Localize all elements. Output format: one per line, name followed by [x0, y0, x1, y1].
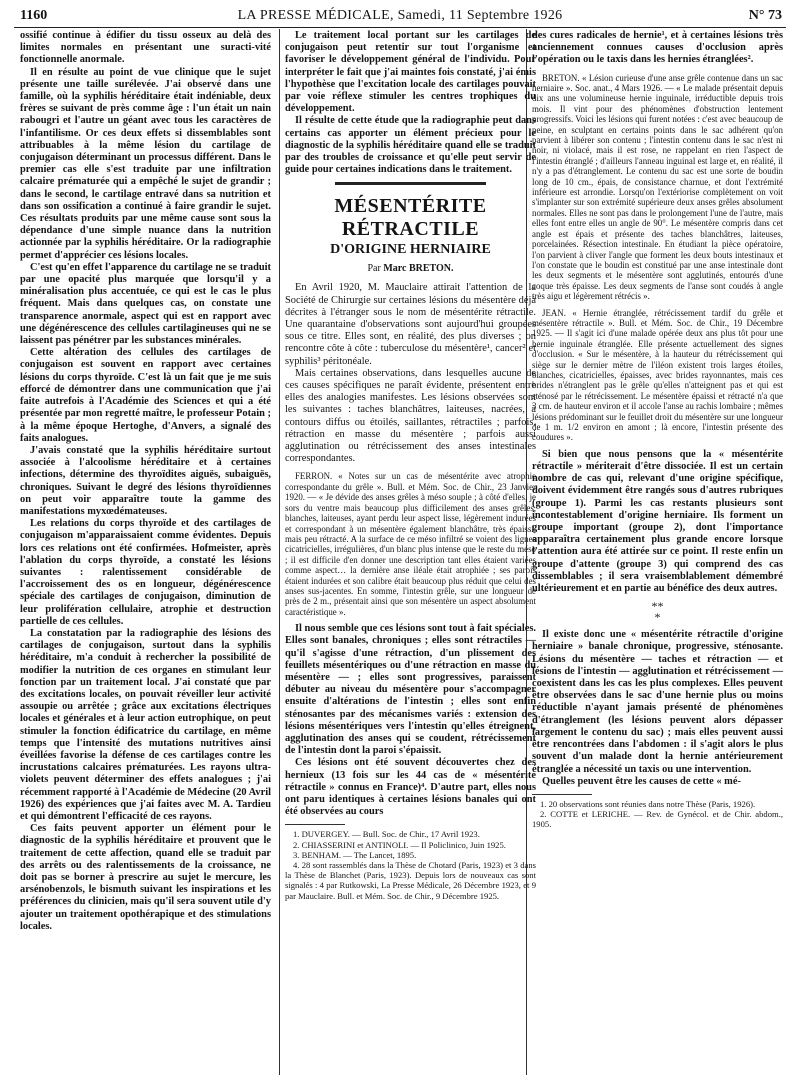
paragraph: Il existe donc une « mésentérite rétractile d'origine herniaire » banale chronique, progressive, sténosante. Lésions du mésentère — taches et rétraction — et lésions de l'intestin — agglutination et rétrécissement — coexistent dans les cas les plus complexes. Elles peuvent être observées dans le sac d'une hernie plus ou moins réductible n'ayant jamais présenté de phénomènes d'étranglement (les lésions peuvent alors dépasser largement le contenu du sac) ; mais elles peuvent aussi être rencontrées dans l'abdomen : il s'agit alors le plus souvent d'un malade dont la hernie antérieurement étranglée a nécessité un taxis ou une intervention.	[532, 629, 783, 775]
paragraph: Ces lésions ont été souvent découvertes chez des hernieux (13 fois sur les 44 cas de « mésentérite rétractile » connus en France)⁴. D'autre part, elles nous ont paru identiques à certaines lésions banales qui ont été observées au cours	[285, 757, 536, 818]
paragraph: Quelles peuvent être les causes de cette « mé-	[542, 775, 741, 787]
footnote: 1. 20 observations sont réunies dans notre Thèse (Paris, 1926).	[540, 798, 756, 809]
footnote: 3. BENHAM. — The Lancet, 1895.	[293, 849, 417, 860]
paragraph: Si bien que nous pensons que la « mésentérite rétractile » mériterait d'être dissociée. Il est un certain nombre de cas qui, relevant d'une origine spécifique, doivent évidemment être rangés sous d'autres rubriques (groupe 1). Parmi les cas restants plusieurs sont incontestablement d'origine herniaire. Ils forment un groupe important (groupe 2), dont l'importance apparaîtra certainement plus grande encore lorsque l'attention aura été attirée sur ce point. Il reste enfin un groupe d'attente (groupe 3) qui comprend des cas dissemblables ; il sera vraisemblablement démembré ultérieurement et en partie au bénéfice des deux autres.	[532, 448, 783, 595]
footnote: 2. COTTE et LERICHE. — Rev. de Gynécol. et de Chir. abdom., 1905.	[532, 809, 783, 830]
paragraph: Le traitement local portant sur les cartilages de conjugaison peut retentir sur tout l'organisme et favoriser le développement général de l'individu. Pour interpréter le fait que j'ai maintes fois constaté, j'ai émis l'hypothèse que l'excitation locale des cartilages pouvait par voie réflexe stimuler les centres trophiques du développement.	[285, 30, 536, 115]
column-2	[285, 30, 536, 901]
running-header	[14, 6, 786, 28]
footnote: 4. 28 sont rassemblés dans la Thèse de Chotard (Paris, 1923) et 3 dans la Thèse de Blanchet (Paris, 1923). Depuis lors de nouveaux cas sont signalés : 4 par Rutkowski, La Presse Médicale, 26 Décembre 1923, et 9 par Mauclaire. Bull. et Mém. Soc. de Chir., 9 Décembre 1925.	[285, 860, 536, 901]
clinical-quote: FERRON. « Notes sur un cas de mésentérite avec atrophie correspondante du grêle ». Bull. et Mém. Soc. de Chir., 23 Janvier 1920. — « Je dévide des anses grêles à méso souple ; à côté d'elles, je sors du ventre mais beaucoup plus difficilement des anses grêles, blanches, laiteuses, ayant perdu leur aspect lisse, légèrement indurées et correspondant à un mésentère également blanchâtre, très épaissi, mais peu rétracté. A la surface de ce méso infiltré se voient des lignes cicatricielles, irrégulières, d'un blanc plus intense que le reste du méso ; il est difficile d'en donner une description tant elles étaient variées comme aspect… la dernière anse iléale était atrophiée ; ses parois étaient indurées et son calibre était beaucoup plus réduit que celui des anses sus-jacentes. En somme, l'intestin grêle, sur une longueur de près de 2 m., présentait ainsi que son mésentère un aspect absolument caractéristique ».	[285, 471, 536, 617]
paragraph: Ces faits peuvent apporter un élément pour le diagnostic de la syphilis héréditaire et prouvent que le traitement de cette affection, quand elle se traduit par des arrêts ou des ralentissements de la croissance, ne doit pas se borner à prescrire au sujet le mercure, les arsénobenzols, le bismuth suivant les inspirations et les préférences du clinicien, mais qu'il sera souvent utile d'y ajouter un traitement opothérapique et des stimulations locales.	[20, 823, 271, 932]
paragraph: Il nous semble que ces lésions sont tout à fait spéciales. Elles sont banales, chroniques ; elles sont rétractiles — qu'il s'agisse d'une rétraction, d'un plissement des feuillets mésentériques ou d'une rétraction en masse du mésentère — ; elles sont progressives, paraissent débuter au niveau du mésentère pour s'accompagner ensuite d'altérations de l'intestin ; elles sont enfin sténosantes par des mécanismes variés : extension des lésions mésentériques vers l'intestin qu'elles étreignent, agglutination des anses qui se coudent, rétrécissement de l'intestin dont la paroi s'épaissit.	[285, 623, 537, 757]
article-subtitle: D'ORIGINE HERNIAIRE	[330, 242, 491, 258]
asterism: ** *	[651, 599, 664, 625]
footnote: 2. CHIASSERINI et ANTINOLI. — Il Policlinico, Juin 1925.	[293, 839, 506, 850]
footnote-rule	[285, 824, 345, 825]
footnote-rule	[532, 794, 592, 795]
paragraph: Mais certaines observations, dans lesquelles aucune de ces causes spécifiques ne paraît évidente, présentent entre elles des analogies manifestes. Les lésions observées sont les suivantes : taches blanchâtres, laiteuses, nacrées, à contours diffus ou étoilés, saillantes, rétractiles ; parfois, rétraction en masse du mésentère ; parfois aussi agglutination ou rétrécissement des anses intestinales correspondantes.	[285, 367, 536, 465]
issue-number: N° 73	[748, 8, 782, 23]
column-3	[532, 30, 783, 830]
paragraph: Il résulte de cette étude que la radiographie peut dans certains cas apporter un élément précieux pour le diagnostic de la syphilis héréditaire quand elle se traduit par des troubles de croissance et qu'elle peut servir de guide pour certaines indications dans le traitement.	[285, 115, 536, 176]
article-title: MÉSENTÉRITE RÉTRACTILE	[334, 195, 487, 241]
paragraph: Les relations du corps thyroïde et des cartilages de conjugaison m'apparaissaient comme évidentes. Depuis lors ces relations ont été confirmées. Hofmeister, après l'ablation du corps thyroïde, a constaté les lésions suivantes : ralentissement considérable de l'accroissement des os en longueur, dégénérescence spéciale des cartilages de conjugaison, diminution de leur prolifération cellulaire, atrophie et destruction partielle de ces cellules.	[20, 518, 271, 627]
article-separator	[335, 182, 486, 185]
column-1	[20, 30, 271, 933]
author-name: Marc BRETON.	[383, 263, 454, 275]
paragraph: C'est qu'en effet l'apparence du cartilage ne se traduit par une opacité plus marquée que lorsqu'il y a minéralisation plus accentuée, ce qui est le cas le plus fréquent. Mais dans quelques cas, on constate une transparence anormale, aspect qui est en rapport avec une dégénérescence des cellules cartilagineuses qui ne se laissent pas pénétrer par les substances minérales.	[20, 261, 271, 347]
clinical-quote: BRETON. « Lésion curieuse d'une anse grêle contenue dans un sac herniaire ». Soc. anat., 4 Mars 1926. — « Le malade présentait depuis dix ans une volumineuse hernie inguinale, irréductible depuis trois mois. Il vint pour des phénomènes d'obstruction lentement progressifs. Voici les lésions qui furent notées : c'est avec beaucoup de peine, en sculptant en certains points dans le sac adhérent qu'on parvient à libérer son contenu ; l'intestin contenu dans le sac n'est ni noir, ni violacé, mais il est rose, ne rappelant en rien l'aspect de l'intestin étranglé ; d'ailleurs l'anneau inguinal est large et, en réalité, il n'y a pas d'étranglement. Le contenu du sac est une sorte de boudin long de 10 cm., épais, de consistance charnue, et dont l'extrémité inférieure est arrondie. Lorsqu'on l'extériorise complètement on voit s'implanter sur son extrémité supérieure deux anses grêles absolument normales. Elles ne sont pas dans le prolongement l'une de l'autre, mais elles font entre elles un angle de 90°. Le mésentère compris dans cet angle est épais et présente des taches blanchâtres, laiteuses, porcelainées. Résection intestinale. En étudiant la pièce opératoire, l'on parvient à cliver l'angle que forment les deux bouts intestinaux et l'on constate que le boudin est constitué par une anse intestinale dont les deux segments et le mésentère sont agglutinés, entourés d'une coque très épaisse. Les deux segments de l'anse sont coudés à angle très aigu et légèrement rétrécis ».	[532, 72, 783, 302]
byline-prefix: Par	[367, 263, 381, 275]
column-divider	[279, 29, 280, 1075]
header-rule	[14, 27, 786, 28]
paragraph: Cette altération des cellules des cartilages de conjugaison est souvent en rapport avec certaines lésions du corps thyroïde. C'est là un fait que je me suis efforcé de démontrer dans une communication que j'ai faite autrefois à l'Académie des Sciences et qui a été présentée par mon regretté maître, le professeur Potain ; à la même époque Hertoghe, d'Anvers, a signalé des faits analogues.	[20, 347, 271, 444]
paragraph: ossifié continue à édifier du tissu osseux au delà des limites normales en présentant une suracti-vité fonctionnelle anormale.	[20, 30, 271, 66]
byline	[285, 263, 536, 274]
paragraph: J'avais constaté que la syphilis héréditaire surtout associée à l'alcoolisme héréditaire et à certaines infections, détermine des thyroïdites aiguës, subaiguës, chroniques. Suivant le degré des lésions thyroïdiennes on peut voir apparaître toute la gamme des manifestations myxœdémateuses.	[20, 444, 271, 517]
paragraph: La constatation par la radiographie des lésions des cartilages de conjugaison, surtout dans la syphilis héréditaire, m'a conduit à rechercher la possibilité de modifier la nutrition de ces organes en stimulant leur fonction par un traitement local. J'ai constaté que par des excitations locales, on pouvait réveiller leur activité assoupie ou arrêtée ; grâce aux excitations électriques locales et générales et à leur action eutrophique, on peut stimuler la fonction édificatrice du cartilage, en même temps que l'intensité des mutations nutritives ainsi éveillées favorise la défense de ces cartilages contre les incrustations calcaires prématurées. Les rayons ultra-violets peuvent déterminer des effets analogues ; j'ai récemment rapporté à l'Académie de Médecine (20 Avril 1926) des expériences que j'ai faites avec M. A. Tardieu et qui démontrent l'efficacité de ces rayons.	[20, 627, 271, 822]
paragraph: En Avril 1920, M. Mauclaire attirait l'attention de la Société de Chirurgie sur certaines lésions du mésentère déjà décrites à l'étranger sous le nom de mésentérite rétractile. Une quarantaine d'observations sont aujourd'hui groupées sous ce titre. Elles sont, en réalité, des plus diverses ; on rencontre côte à côte : tuberculose du mésentère¹, cancer² et syphilis³ péritonéale.	[285, 282, 536, 367]
footnote: 1. DUVERGEY. — Bull. Soc. de Chir., 17 Avril 1923.	[293, 829, 480, 840]
journal-title: LA PRESSE MÉDICALE, Samedi, 11 Septembre 1926	[237, 8, 563, 23]
clinical-quote: JEAN. « Hernie étranglée, rétrécissement tardif du grêle et mésentère rétractile ». Bull. et Mém. Soc. de Chir., 19 Décembre 1925. — Il s'agit ici d'une malade opérée deux ans plus tôt pour une hernie inguinale étranglée. Elle présente actuellement des signes d'occlusion. « Sur le mésentère, à la hauteur du rétrécissement qui siège sur le dernier mètre de l'iléon existent trois larges étoiles, blanches, cicatricielles, épaisses, avec brides rayonnantes, mais ces brides n'étranglent pas le grêle qu'elles n'atteignent pas et qui est sténosé par le rétrécissement. Le mésentère épaissi et rétracté n'a que 3 cm. de hauteur environ et il accole l'anse au rachis lombaire ; mêmes lésions prédominant sur le feuillet droit du mésentère sur une longueur de 1 m. 1/2 environ en amont ; là encore, l'intestin présente des coudures ».	[532, 307, 783, 443]
page-number: 1160	[20, 8, 48, 23]
paragraph: des cures radicales de hernie¹, et à certaines lésions très anciennement connues causes d'occlusion après l'opération ou le taxis dans les hernies étranglées².	[532, 30, 783, 66]
paragraph: Il en résulte au point de vue clinique que le sujet présente une taille surélevée. J'ai observé dans une famille, où la syphilis héréditaire était indéniable, deux frères se suivant de près comme âge : l'un était un nain rabougri et l'autre un géant avec tous les caractères de l'infantilisme. Or ces deux effets si dissemblables sont attribuables à la même lésion du cartilage de conjugaison déterminant un processus différent. Dans le premier cas elle s'est traduite par une infiltration calcaire prématurée qui a empêché le sujet de grandir ; dans le second, le cartilage entravé dans sa nutrition et dans son ossification a continué à faire grandir le sujet. Ces résultats produits par une même cause sont sous la dépendance d'une simple nuance dans la nutrition actionnée par la syphilis héréditaire. Or la radiographie permet d'apprécier ces lésions locales.	[20, 66, 271, 261]
